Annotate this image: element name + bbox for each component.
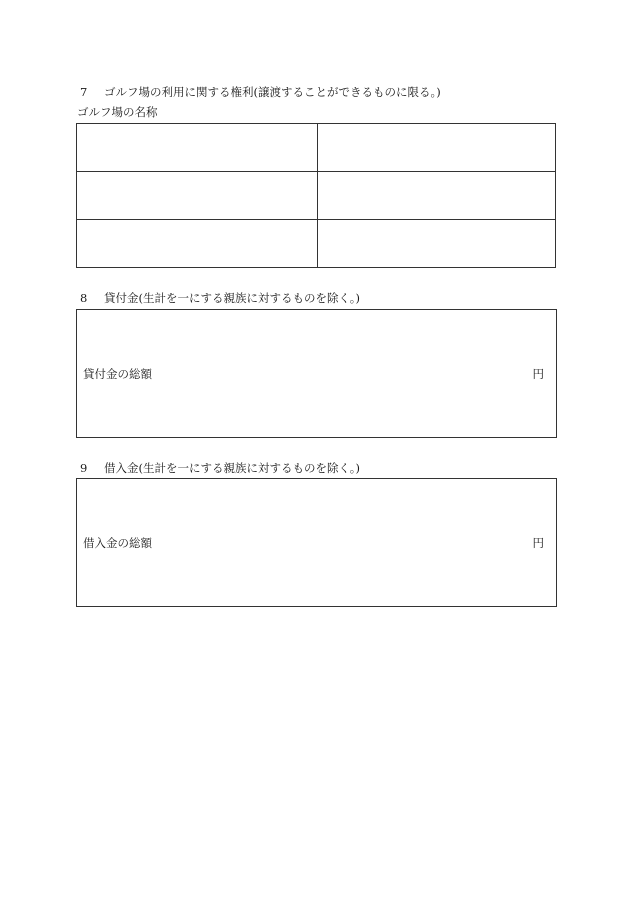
section-8-title: 貸付金(生計を一にする親族に対するものを除く。) — [104, 291, 360, 305]
section-9-title: 借入金(生計を一にする親族に対するものを除く。) — [104, 461, 360, 475]
loan-receivable-box[interactable] — [76, 309, 557, 438]
golf-detail-cell[interactable] — [318, 124, 556, 172]
section-9-heading — [80, 463, 360, 475]
table-row — [77, 124, 556, 172]
section-7-title: ゴルフ場の利用に関する権利(譲渡することができるものに限る。) — [104, 85, 441, 99]
golf-name-cell[interactable] — [77, 172, 318, 220]
borrowing-unit: 円 — [532, 535, 544, 550]
section-7-heading — [80, 87, 441, 99]
golf-course-table — [76, 123, 556, 268]
table-row — [77, 172, 556, 220]
golf-detail-cell[interactable] — [318, 220, 556, 268]
section-8-number: 8 — [80, 291, 88, 305]
section-8-heading — [80, 293, 360, 305]
section-7-number: 7 — [80, 85, 88, 99]
borrowing-box[interactable] — [76, 478, 557, 607]
loan-receivable-total-label: 貸付金の総額 — [83, 366, 152, 381]
golf-name-cell[interactable] — [77, 124, 318, 172]
golf-detail-cell[interactable] — [318, 172, 556, 220]
table-row — [77, 220, 556, 268]
section-9-number: 9 — [80, 461, 88, 475]
borrowing-total-label: 借入金の総額 — [83, 535, 152, 550]
golf-name-cell[interactable] — [77, 220, 318, 268]
loan-receivable-unit: 円 — [532, 366, 544, 381]
golf-course-name-label: ゴルフ場の名称 — [77, 105, 158, 119]
